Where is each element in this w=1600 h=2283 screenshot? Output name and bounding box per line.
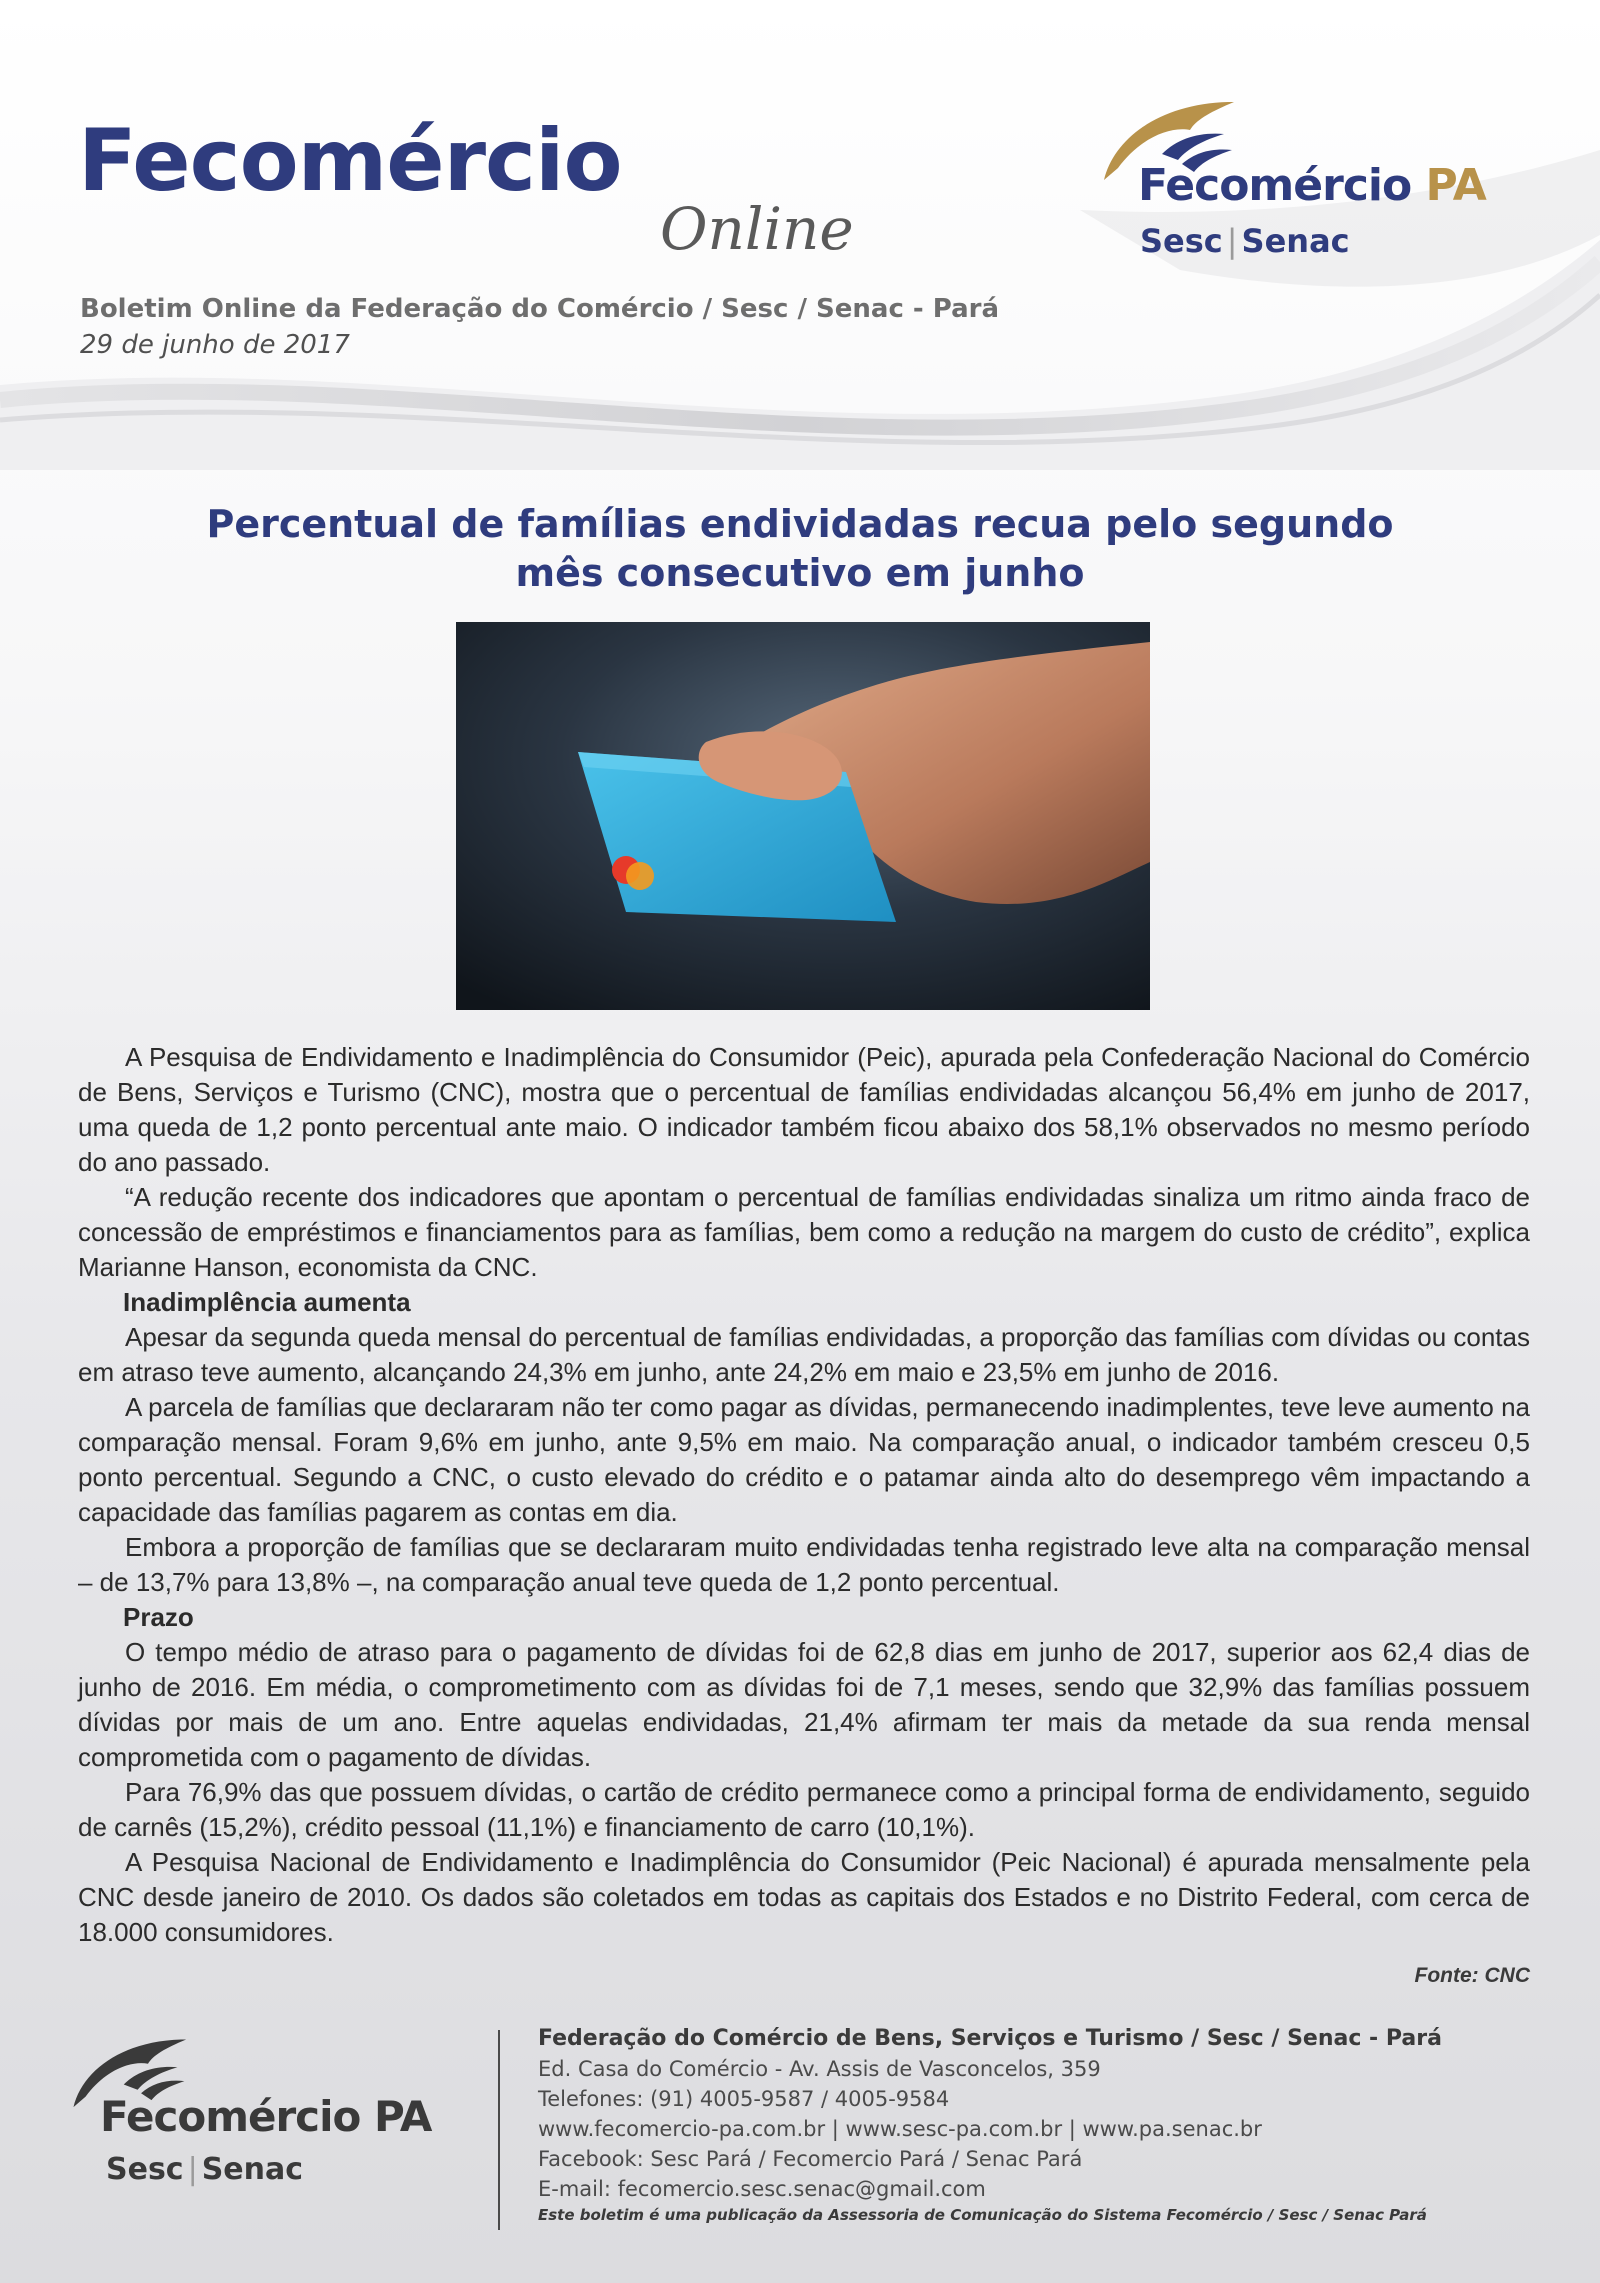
logo-sesc-senac: Sesc | Senac xyxy=(1140,222,1350,260)
article-paragraph: “A redução recente dos indicadores que apontam o percentual de famílias endividadas sinaliza um ritmo ainda fraco de concessão de empréstimos e financiamentos para as famílias, bem como a redução na margem do custo de crédito”, explica Marianne Hanson, economista da CNC. xyxy=(78,1182,1530,1282)
section-heading-inadimplencia: Inadimplência aumenta xyxy=(123,1287,411,1317)
article-paragraph: Para 76,9% das que possuem dívidas, o cartão de crédito permanece como a principal forma de endividamento, seguido de carnês (15,2%), crédito pessoal (11,1%) e financiamento de carro (10,1%). xyxy=(78,1777,1530,1842)
footer-facebook: Facebook: Sesc Pará / Fecomercio Pará / Senac Pará xyxy=(538,2147,1083,2171)
article-paragraph: O tempo médio de atraso para o pagamento de dívidas foi de 62,8 dias em junho de 2017, superior aos 62,4 dias de junho de 2016. Em média, o comprometimento com as dívidas foi de 7,1 meses, sendo que 32,9% das famílias possuem dívidas por mais de um ano. Entre aquelas endividadas, 21,4% afirmam ter mais da metade da sua renda mensal comprometida com o pagamento de dívidas. xyxy=(78,1637,1530,1772)
article-paragraph: A Pesquisa Nacional de Endividamento e Inadimplência do Consumidor (Peic Nacional) é apurada mensalmente pela CNC desde janeiro de 2010. Os dados são coletados em todas as capitais dos Estados e no Distrito Federal, com cerca de 18.000 consumidores. xyxy=(78,1847,1530,1947)
newsletter-date: 29 de junho de 2017 xyxy=(80,330,350,360)
footer-organization: Federação do Comércio de Bens, Serviços e Turismo / Sesc / Senac - Pará xyxy=(538,2026,1442,2051)
footer-address: Ed. Casa do Comércio - Av. Assis de Vasconcelos, 359 xyxy=(538,2057,1101,2081)
footer-contact-block xyxy=(538,2024,1538,2226)
newsletter-brand xyxy=(78,111,854,263)
fecomercio-pa-logo-top xyxy=(1100,98,1520,268)
footer-phones: Telefones: (91) 4005-9587 / 4005-9584 xyxy=(538,2087,950,2111)
article-paragraph: Apesar da segunda queda mensal do percentual de famílias endividadas, a proporção das famílias com dívidas ou contas em atraso teve aumento, alcançando 24,3% em junho, ante 24,2% em maio e 23,5% em junho de 2016. xyxy=(78,1322,1530,1387)
article-paragraph: A Pesquisa de Endividamento e Inadimplência do Consumidor (Peic), apurada pela Confederação Nacional do Comércio de Bens, Serviços e Turismo (CNC), mostra que o percentual de famílias endividadas alcançou 56,4% em junho de 2017, uma queda de 1,2 ponto percentual ante maio. O indicador também ficou abaixo dos 58,1% observados no mesmo período do ano passado. xyxy=(78,1042,1530,1177)
brand-title: Fecomércio xyxy=(78,111,622,211)
article-paragraph: Embora a proporção de famílias que se declararam muito endividadas tenha registrado leve alta na comparação mensal – de 13,7% para 13,8% –, na comparação anual teve queda de 1,2 ponto percentual. xyxy=(78,1532,1530,1597)
footer-email[interactable]: E-mail: fecomercio.sesc.senac@gmail.com xyxy=(538,2177,986,2201)
logo-name: Fecomércio PA xyxy=(1138,160,1486,211)
section-heading-prazo: Prazo xyxy=(123,1602,194,1632)
page-header xyxy=(0,0,1600,470)
logo-sesc-senac: Sesc | Senac xyxy=(106,2152,304,2187)
brand-online-suffix: Online xyxy=(660,195,854,263)
fecomercio-pa-logo-bottom xyxy=(70,2030,490,2190)
footer-websites[interactable]: www.fecomercio-pa.com.br | www.sesc-pa.com.br | www.pa.senac.br xyxy=(538,2117,1262,2141)
footer-divider xyxy=(498,2030,500,2230)
article-paragraph: A parcela de famílias que declararam não ter como pagar as dívidas, permanecendo inadimplentes, teve leve aumento na comparação mensal. Foram 9,6% em junho, ante 9,5% em maio. Na comparação anual, o indicador também cresceu 0,5 ponto percentual. Segundo a CNC, o custo elevado do crédito e o patamar ainda alto do desemprego vêm impactando a capacidade das famílias pagarem as contas em dia. xyxy=(78,1392,1530,1527)
article-body xyxy=(78,1040,1530,1950)
hand-credit-card-photo xyxy=(456,622,1150,1010)
footer-publication-note: Este boletim é uma publicação da Assessoria de Comunicação do Sistema Fecomércio / Sesc / Senac Pará xyxy=(538,2206,1427,2224)
newsletter-subtitle: Boletim Online da Federação do Comércio / Sesc / Senac - Pará xyxy=(80,294,1000,324)
article-headline: Percentual de famílias endividadas recua pelo segundo mês consecutivo em junho xyxy=(206,502,1394,595)
logo-name: Fecomércio PA xyxy=(100,2092,432,2141)
article-source: Fonte: CNC xyxy=(1414,1964,1530,1987)
